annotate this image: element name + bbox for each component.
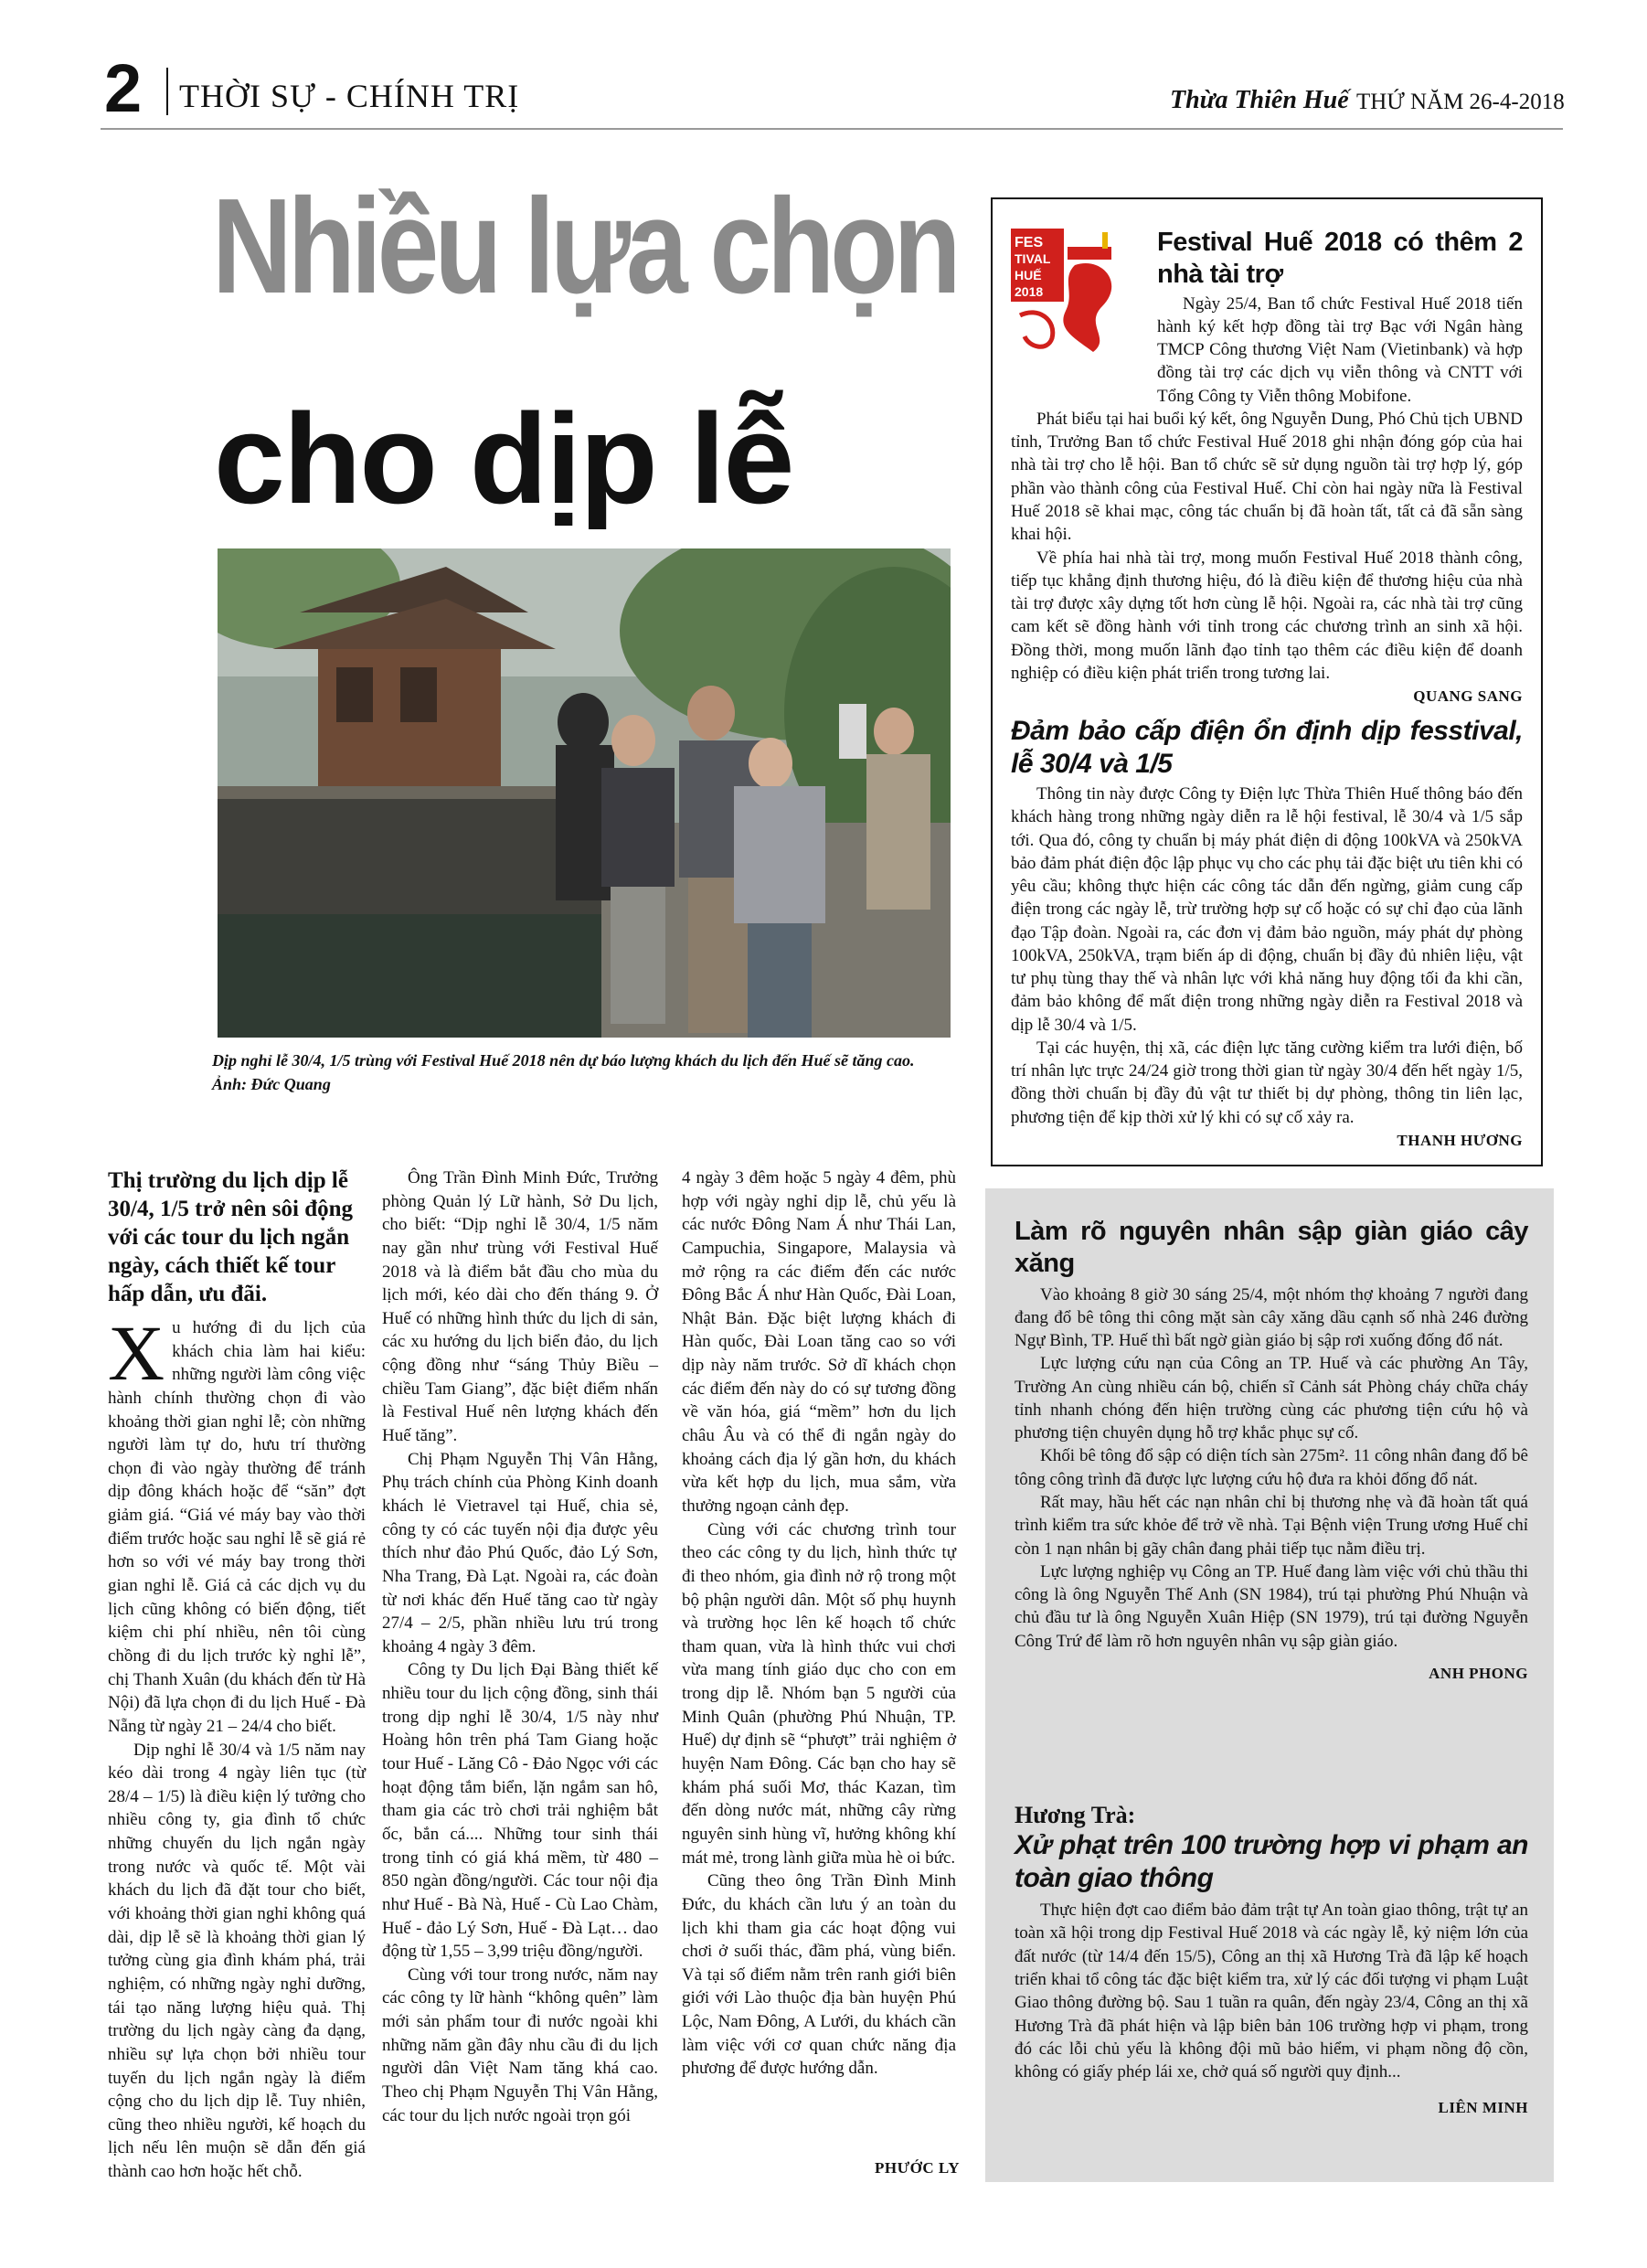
logo-line-1: FES [1015, 235, 1044, 250]
article-paragraph: Phát biểu tại hai buổi ký kết, ông Nguyễn Dung, Phó Chủ tịch UBND tỉnh, Trưởng Ban tổ chức Festival Huế 2018 ghi nhận đóng góp của hai nhà tài trợ cho lễ hội. Ban tổ chức sẽ sử dụng nguồn tài trợ hợp lý, góp phần vào thành công của Festival Huế. Chỉ còn hai ngày nữa là Festival Huế 2018 sẽ khai mạc, công tác chuẩn bị đã hoàn tất, tất cả đã sẵn sàng khai hội. [1011, 409, 1523, 545]
headline-line-1: Nhiều lựa chọn [212, 171, 957, 322]
article-byline: PHƯỚC LY [875, 2159, 960, 2177]
article-byline: ANH PHONG [1429, 1664, 1528, 1682]
article-byline: QUANG SANG [1413, 687, 1523, 706]
sponsor-article-title: Festival Huế 2018 có thêm 2 nhà tài trợ [1157, 228, 1523, 289]
article-paragraph: Cùng với tour trong nước, năm nay các công ty lữ hành “không quên” làm mới sản phẩm tour đi nước ngoài khi những năm gần đây nhu cầu đi du lịch người dân Việt Nam tăng khá cao. Theo chị Phạm Nguyễn Thị Vân Hằng, các tour du lịch nước ngoài trọn gói [382, 1965, 658, 2125]
header-divider [166, 68, 168, 115]
page-number: 2 [104, 50, 143, 126]
power-article-title: Đảm bảo cấp điện ổn định dịp fesstival, lễ 30/4 và 1/5 [1011, 716, 1523, 779]
article-paragraph: Khối bê tông đổ sập có diện tích sàn 275m². 11 công nhân đang đổ bê tông công trình đã được lực lượng cứu hộ đưa ra khỏi đống đổ nát. [1015, 1446, 1528, 1489]
header-rule [101, 128, 1563, 130]
sponsor-article [1011, 227, 1523, 708]
power-supply-article [1011, 715, 1523, 1152]
tourists-photo [218, 548, 951, 1038]
article-column-2 [382, 1166, 658, 2127]
headline-line-2: cho dịp lễ [214, 387, 793, 530]
article-column-3 [682, 1166, 956, 2081]
lead-paragraph: Thị trường du lịch dịp lễ 30/4, 1/5 trở nên sôi động với các tour du lịch ngắn ngày, cách thiết kế tour hấp dẫn, ưu đãi. [108, 1168, 354, 1306]
article-paragraph: Thực hiện đợt cao điểm bảo đảm trật tự An toàn giao thông, trật tự an toàn xã hội trong dịp Festival Huế 2018 và các ngày lễ, kỷ niệm lớn của đất nước (từ 14/4 đến 15/5), Công an thị xã Hương Trà đã lập kế hoạch triển khai tổ công tác đặc biệt kiểm tra, xử lý các đối tượng vi phạm Luật Giao thông đường bộ. Sau 1 tuần ra quân, đến ngày 23/4, Công an thị xã Hương Trà đã phát hiện và lập biên bản 106 trường hợp vi phạm, trong đó các lỗi chủ yếu là không đội mũ bảo hiểm, vi phạm nồng độ cồn, không có giấy phép lái xe, chở quá số người quy định... [1015, 1901, 1528, 2082]
article-paragraph: Cùng với các chương trình tour theo các công ty du lịch, hình thức tự đi theo nhóm, gia đình nở rộ trong một bộ phận người dân. Một số phụ huynh và trường học lên kế hoạch tổ chức tham quan, vừa là hình thức vui chơi vừa mang tính giáo dục cho con em trong dịp lễ. Nhóm bạn 5 người của Minh Quân (phường Phú Nhuận, TP. Huế) dự định sẽ “phượt” trải nghiệm ở huyện Nam Đông. Các bạn cho hay sẽ khám phá suối Mơ, thác Kazan, tìm đến dòng nước mát, những cây rừng nguyên sinh hùng vĩ, hưởng không khí mát mẻ, trong lành giữa mùa hè oi bức. [682, 1519, 956, 1868]
article-paragraph: Tại các huyện, thị xã, các điện lực tăng cường kiểm tra lưới điện, bố trí nhân lực trực 24/24 giờ trong thời gian từ ngày 30/4 đến hết ngày 1/5, đồng thời chuẩn bị đầy đủ vật tư thiết bị dự phòng, thông tin liên lạc, phương tiện để kịp thời xử lý khi có sự cố xảy ra. [1011, 1038, 1523, 1127]
issue-date: THỨ NĂM 26-4-2018 [1356, 90, 1565, 114]
article-paragraph: Ngày 25/4, Ban tổ chức Festival Huế 2018 tiến hành ký kết hợp đồng tài trợ Bạc với Ngân hàng TMCP Công thương Việt Nam (Vietinbank) và hợp đồng tài trợ các dịch vụ viễn thông và CNTT với Tổng Công ty Viễn thông Mobifone. [1157, 293, 1523, 406]
article-paragraph: Thông tin này được Công ty Điện lực Thừa Thiên Huế thông báo đến khách hàng trong những ngày diễn ra lễ hội festival, lễ 30/4 và 1/5 sắp tới. Qua đó, công ty chuẩn bị máy phát điện di động 100kVA và 250kVA bảo đảm phát điện độc lập phục vụ cho các phụ tải đặc biệt ưu tiên khi có yêu cầu; không thực hiện các công tác dẫn đến ngừng, giảm cung cấp điện trong các ngày lễ, trừ trường hợp sự cố hoặc có sự chỉ đạo của lãnh đạo Tập đoàn. Ngoài ra, các đơn vị đảm bảo nguồn, máy phát dự phòng 100kVA, 250kVA, trạm biến áp di động, chuẩn bị đầy đủ nhiên liệu, vật tư phụ tùng thay thế và nhân lực với khả năng huy động tối đa khi cần, đảm bảo không để mất điện trong những ngày diễn ra Festival 2018 và dịp lễ 30/4 và 1/5. [1011, 784, 1523, 1035]
logo-line-4: 2018 [1015, 284, 1044, 299]
dropcap: X [108, 1309, 165, 1397]
scaffold-article-title: Làm rõ nguyên nhân sập giàn giáo cây xăng [1015, 1217, 1528, 1278]
article-column-1 [108, 1309, 366, 2184]
article-paragraph: Rất may, hầu hết các nạn nhân chỉ bị thương nhẹ và đã hoàn tất quá trình kiểm tra sức khỏe để trở về nhà. Tại Bệnh viện Trung ương Huế chỉ còn 1 nạn nhân bị gãy chân đang phải tiếp tục nằm điều trị. [1015, 1492, 1528, 1559]
article-kicker: Hương Trà: [1015, 1802, 1136, 1828]
newspaper-name: Thừa Thiên Huế [1170, 86, 1349, 114]
traffic-violation-article [1015, 1801, 1528, 2119]
article-paragraph: Dịp nghỉ lễ 30/4 và 1/5 năm nay kéo dài trong 4 ngày liên tục (từ 28/4 – 1/5) là điều kiện lý tưởng cho nhiều công ty, gia đình tổ chức những chuyến du lịch ngắn ngày trong nước và quốc tế. Một vài khách du lịch đã đặt tour cho biết, với khoảng thời gian nghỉ không quá dài, dịp lễ sẽ là khoảng thời gian lý tưởng cùng gia đình khám phá, trải nghiệm, có những ngày nghỉ dưỡng, tái tạo năng lượng hiệu quả. Thị trường du lịch ngày càng đa dạng, nhiều sự lựa chọn bởi nhiều tour tuyến du lịch ngắn ngày là điểm cộng cho du lịch dịp lễ. Tuy nhiên, cũng theo nhiều người, kế hoạch du lịch nếu lên muộn sẽ dẫn đến giá thành cao hơn hoặc hết chỗ. [108, 1740, 366, 2182]
traffic-article-title: Xử phạt trên 100 trường hợp vi phạm an toàn giao thông [1015, 1830, 1528, 1894]
article-paragraph: 4 ngày 3 đêm hoặc 5 ngày 4 đêm, phù hợp với ngày nghỉ dịp lễ, chủ yếu là các nước Đông Nam Á như Thái Lan, Campuchia, Singapore, Malaysia và mở rộng ra các điểm đến các nước Đông Bắc Á như Hàn Quốc, Đài Loan, Nhật Bản. Đặc biệt lượng khách đi Hàn quốc, Đài Loan tăng cao so với dịp này năm trước. Sở dĩ khách chọn các điểm đến này do có sự tương đồng về văn hóa, giá “mềm” hơn du lịch châu Âu và có thể đi ngắn ngày do khoảng cách địa lý gần hơn, du khách vừa kết hợp du lịch, mua sắm, vừa thưởng ngoạn cảnh đẹp. [682, 1168, 956, 1516]
article-byline: LIÊN MINH [1438, 2099, 1528, 2117]
article-paragraph: Ông Trần Đình Minh Đức, Trưởng phòng Quản lý Lữ hành, Sở Du lịch, cho biết: “Dịp nghỉ lễ 30/4, 1/5 năm nay gần như trùng với Festival Huế 2018 và là điểm bắt đầu cho mùa du lịch mới, kéo dài cho đến tháng 9. Ở Huế có những hình thức du lịch di sản, các xu hướng du lịch biển đảo, du lịch cộng đồng như “sáng Thủy Biều – chiều Tam Giang”, đặc biệt điểm nhấn là Festival Huế nên lượng khách đến Huế tăng”. [382, 1168, 658, 1446]
article-paragraph: Về phía hai nhà tài trợ, mong muốn Festival Huế 2018 thành công, tiếp tục khẳng định thương hiệu, đó là điều kiện để thương hiệu của nhà tài trợ được xây dựng tốt hơn cùng lễ hội. Ngoài ra, các nhà tài trợ cũng cam kết sẽ đồng hành với tỉnh trong các chương trình an sinh xã hội. Đồng thời, mong muốn lãnh đạo tỉnh tạo thêm các điều kiện để doanh nghiệp có điều kiện phát triển trong tương lai. [1011, 548, 1523, 683]
article-paragraph: Công ty Du lịch Đại Bàng thiết kế nhiều tour du lịch cộng đồng, sinh thái trong dịp nghỉ lễ 30/4, 1/5 này như Hoàng hôn trên phá Tam Giang hoặc tour Huế - Lăng Cô - Đảo Ngọc với các hoạt động tắm biển, lặn ngắm san hô, tham gia các trò chơi trải nghiệm bắt ốc, bắn cá.... Những tour sinh thái trong tỉnh có giá khá mềm, từ 480 – 850 ngàn đồng/người. Các tour nội địa như Huế - Bà Nà, Huế - Cù Lao Chàm, Huế - đảo Lý Sơn, Huế - Đà Lạt… dao động từ 1,55 – 3,99 triệu đồng/người. [382, 1660, 658, 1962]
tourists-photo-illustration [218, 548, 951, 1038]
logo-line-3: HUẾ [1015, 268, 1042, 282]
scaffold-collapse-article [1015, 1216, 1528, 1684]
photo-caption: Dịp nghỉ lễ 30/4, 1/5 trùng với Festival Huế 2018 nên dự báo lượng khách du lịch đến Huế sẽ tăng cao. Ảnh: Đức Quang [212, 1051, 915, 1093]
article-paragraph: Vào khoảng 8 giờ 30 sáng 25/4, một nhóm thợ khoảng 7 người đang đang đổ bê tông thi công mặt sàn cây xăng dầu cạnh số nhà 246 đường Ngự Bình, TP. Huế thì bất ngờ giàn giáo bị sập rơi xuống đống đổ nát. [1015, 1284, 1528, 1351]
article-paragraph: Cũng theo ông Trần Đình Minh Đức, du khách cần lưu ý an toàn du lịch khi tham gia các hoạt động vui chơi ở suối thác, đầm phá, vùng biển. Và tại số điểm nằm trên ranh giới biên giới với Lào thuộc địa bàn huyện Phú Lộc, Nam Đông, A Lưới, du khách cần làm việc với cơ quan chức năng địa phương để được hướng dẫn. [682, 1871, 956, 2079]
section-title: THỜI SỰ - CHÍNH TRỊ [179, 78, 520, 114]
article-byline: THANH HƯƠNG [1397, 1131, 1523, 1149]
logo-line-2: TIVAL [1015, 251, 1051, 266]
article-paragraph: Xu hướng đi du lịch của khách chia làm hai kiểu: những người làm công việc hành chính thường chọn đi vào khoảng thời gian nghỉ lễ; còn những người làm tự do, hưu trí thường chọn đi vào ngày thường để tránh dịp đông khách hoặc để “săn” đợt giảm giá. “Giá vé máy bay vào thời điểm trước hoặc sau nghỉ lễ sẽ giá rẻ hơn so với vé máy bay trong thời gian nghỉ lễ. Giá cả các dịch vụ du lịch cũng không có biến động, tiết kiệm chi phí nhiều, nên tôi cùng chồng đi du lịch trước kỳ nghỉ lễ”, chị Thanh Xuân (du khách đến từ Hà Nội) đã lựa chọn đi du lịch Huế - Đà Nẵng từ ngày 21 – 24/4 cho biết. [108, 1309, 366, 1736]
article-paragraph: Chị Phạm Nguyễn Thị Vân Hằng, Phụ trách chính của Phòng Kinh doanh khách lẻ Vietravel tại Huế, chia sẻ, công ty có các tuyến nội địa được yêu thích như đảo Phú Quốc, đảo Lý Sơn, Nha Trang, Đà Lạt. Ngoài ra, các đoàn từ nơi khác đến Huế tăng cao từ ngày 27/4 – 2/5, phần nhiều lưu trú trong khoảng 4 ngày 3 đêm. [382, 1449, 658, 1656]
article-paragraph: Lực lượng nghiệp vụ Công an TP. Huế đang làm việc với chủ thầu thi công là ông Nguyễn Thế Anh (SN 1984), trú tại phường Phú Nhuận và chủ đầu tư là ông Nguyễn Xuân Hiệp (SN 1979), trú tại đường Nguyễn Công Trứ để làm rõ hơn nguyên nhân vụ sập giàn giáo. [1015, 1561, 1528, 1651]
article-paragraph: Lực lượng cứu nạn của Công an TP. Huế và các phường An Tây, Trường An cùng nhiều cán bộ, chiến sĩ Cảnh sát Phòng cháy chữa cháy tỉnh nhanh chóng đến hiện trường cùng các phương tiện cứu hộ và phương tiện chuyên dụng hỗ trợ khắc phục sự cố. [1015, 1354, 1528, 1443]
